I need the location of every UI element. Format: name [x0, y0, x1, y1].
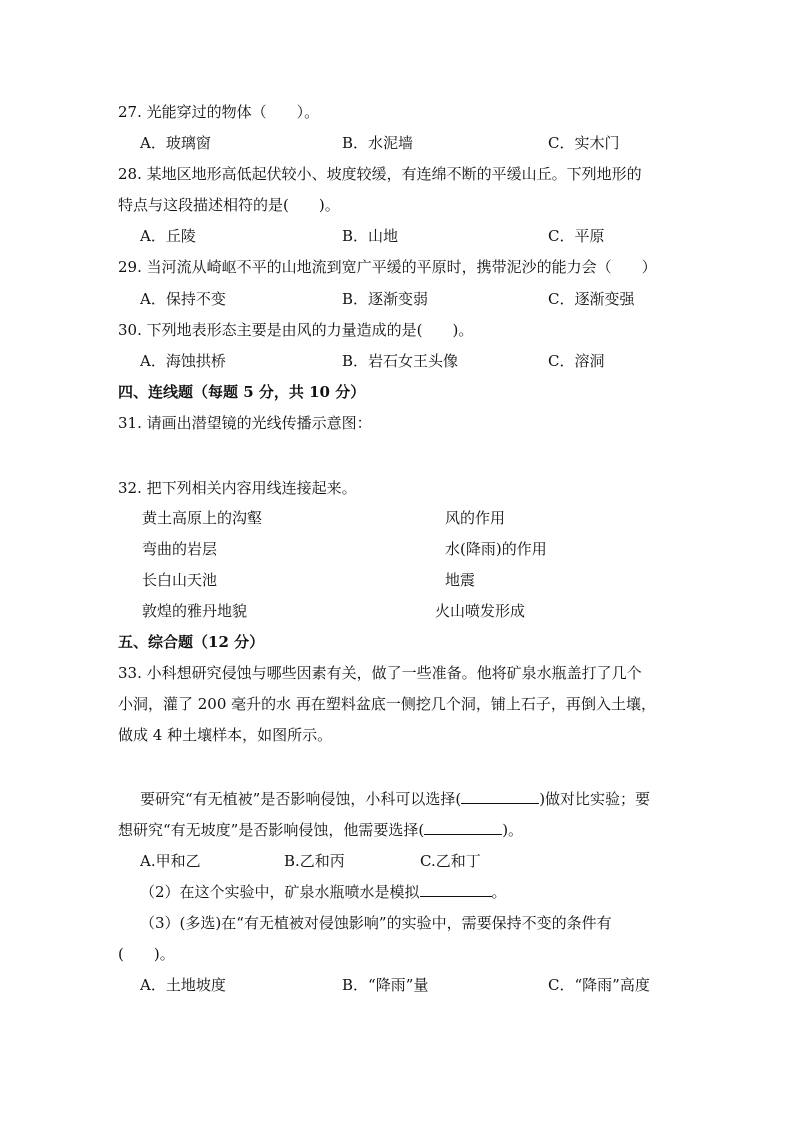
q33-sub2-end: 。	[491, 883, 507, 901]
q33-sub2-text: （2）在这个实验中，矿泉水瓶喷水是模拟	[140, 883, 420, 901]
q30-option-b: B．岩石女王头像	[342, 352, 459, 370]
section5-heading: 五、综合题（12 分）	[118, 633, 265, 651]
q29-option-a: A．保持不变	[140, 290, 226, 308]
q33-sub1-line1	[140, 788, 650, 810]
q33-sub3-option-a: A．土地坡度	[140, 976, 226, 994]
q33-line2: 小洞，灌了 200 毫升的水 再在塑料盆底一侧挖几个洞，铺上石子，再倒入土壤，	[118, 695, 656, 713]
q33-sub3-line1: （3）(多选)在“有无植被对侵蚀影响”的实验中，需要保持不变的条件有	[140, 914, 612, 932]
answer-blank[interactable]	[461, 789, 539, 804]
q27-option-c: C．实木门	[548, 134, 620, 152]
answer-blank[interactable]	[420, 882, 492, 897]
answer-blank[interactable]	[424, 820, 502, 835]
q28-option-b: B．山地	[342, 227, 399, 245]
q29-stem: 29. 当河流从崎岖不平的山地流到宽广平缓的平原时，携带泥沙的能力会（ ）	[118, 258, 657, 276]
q33-sub1-option-c: C.乙和丁	[420, 852, 481, 870]
q32-stem: 32. 把下列相关内容用线连接起来。	[118, 479, 357, 497]
q32-left-item: 敦煌的雅丹地貌	[142, 602, 248, 620]
section4-heading: 四、连线题（每题 5 分，共 10 分）	[118, 383, 366, 401]
q33-sub3-option-c: C．“降雨”高度	[548, 976, 650, 994]
q33-sub1-text-d: )。	[502, 821, 524, 839]
q32-left-item: 弯曲的岩层	[142, 540, 218, 558]
q32-right-item: 水(降雨)的作用	[445, 540, 547, 558]
q28-option-a: A．丘陵	[140, 227, 196, 245]
q29-option-b: B．逐渐变弱	[342, 290, 429, 308]
q33-sub1-option-b: B.乙和丙	[284, 852, 345, 870]
q30-stem: 30. 下列地表形态主要是由风的力量造成的是( )。	[118, 321, 474, 339]
q28-option-c: C．平原	[548, 227, 605, 245]
q28-stem-line1: 28. 某地区地形高低起伏较小、坡度较缓，有连绵不断的平缓山丘。下列地形的	[118, 165, 642, 183]
q33-line3: 做成 4 种土壤样本，如图所示。	[118, 726, 333, 744]
q29-option-c: C．逐渐变强	[548, 290, 635, 308]
q33-line1: 33. 小科想研究侵蚀与哪些因素有关，做了一些准备。他将矿泉水瓶盖打了几个	[118, 664, 642, 682]
q33-sub1-line2	[118, 819, 523, 841]
q32-left-item: 黄土高原上的沟壑	[142, 509, 263, 527]
q27-option-a: A．玻璃窗	[140, 134, 211, 152]
q31-stem: 31. 请画出潜望镜的光线传播示意图：	[118, 414, 372, 432]
q32-right-item: 地震	[445, 571, 476, 589]
q33-sub1-text-c: 想研究“有无坡度”是否影响侵蚀，他需要选择(	[118, 821, 425, 839]
q33-sub3-line2: ( )。	[118, 945, 175, 963]
q33-sub1-text-a: 要研究“有无植被”是否影响侵蚀，小科可以选择(	[140, 790, 462, 808]
q33-sub2	[140, 881, 507, 903]
q33-sub1-option-a: A.甲和乙	[140, 852, 201, 870]
q30-option-a: A．海蚀拱桥	[140, 352, 226, 370]
q32-right-item: 火山喷发形成	[435, 602, 526, 620]
q32-right-item: 风的作用	[445, 509, 506, 527]
q33-sub1-text-b: )做对比实验；要	[539, 790, 651, 808]
q27-stem: 27. 光能穿过的物体（ ）。	[118, 103, 320, 121]
q27-option-b: B．水泥墙	[342, 134, 414, 152]
q30-option-c: C．溶洞	[548, 352, 605, 370]
q33-sub3-option-b: B．“降雨”量	[342, 976, 429, 994]
q32-left-item: 长白山天池	[142, 571, 218, 589]
q28-stem-line2: 特点与这段描述相符的是( )。	[118, 196, 340, 214]
